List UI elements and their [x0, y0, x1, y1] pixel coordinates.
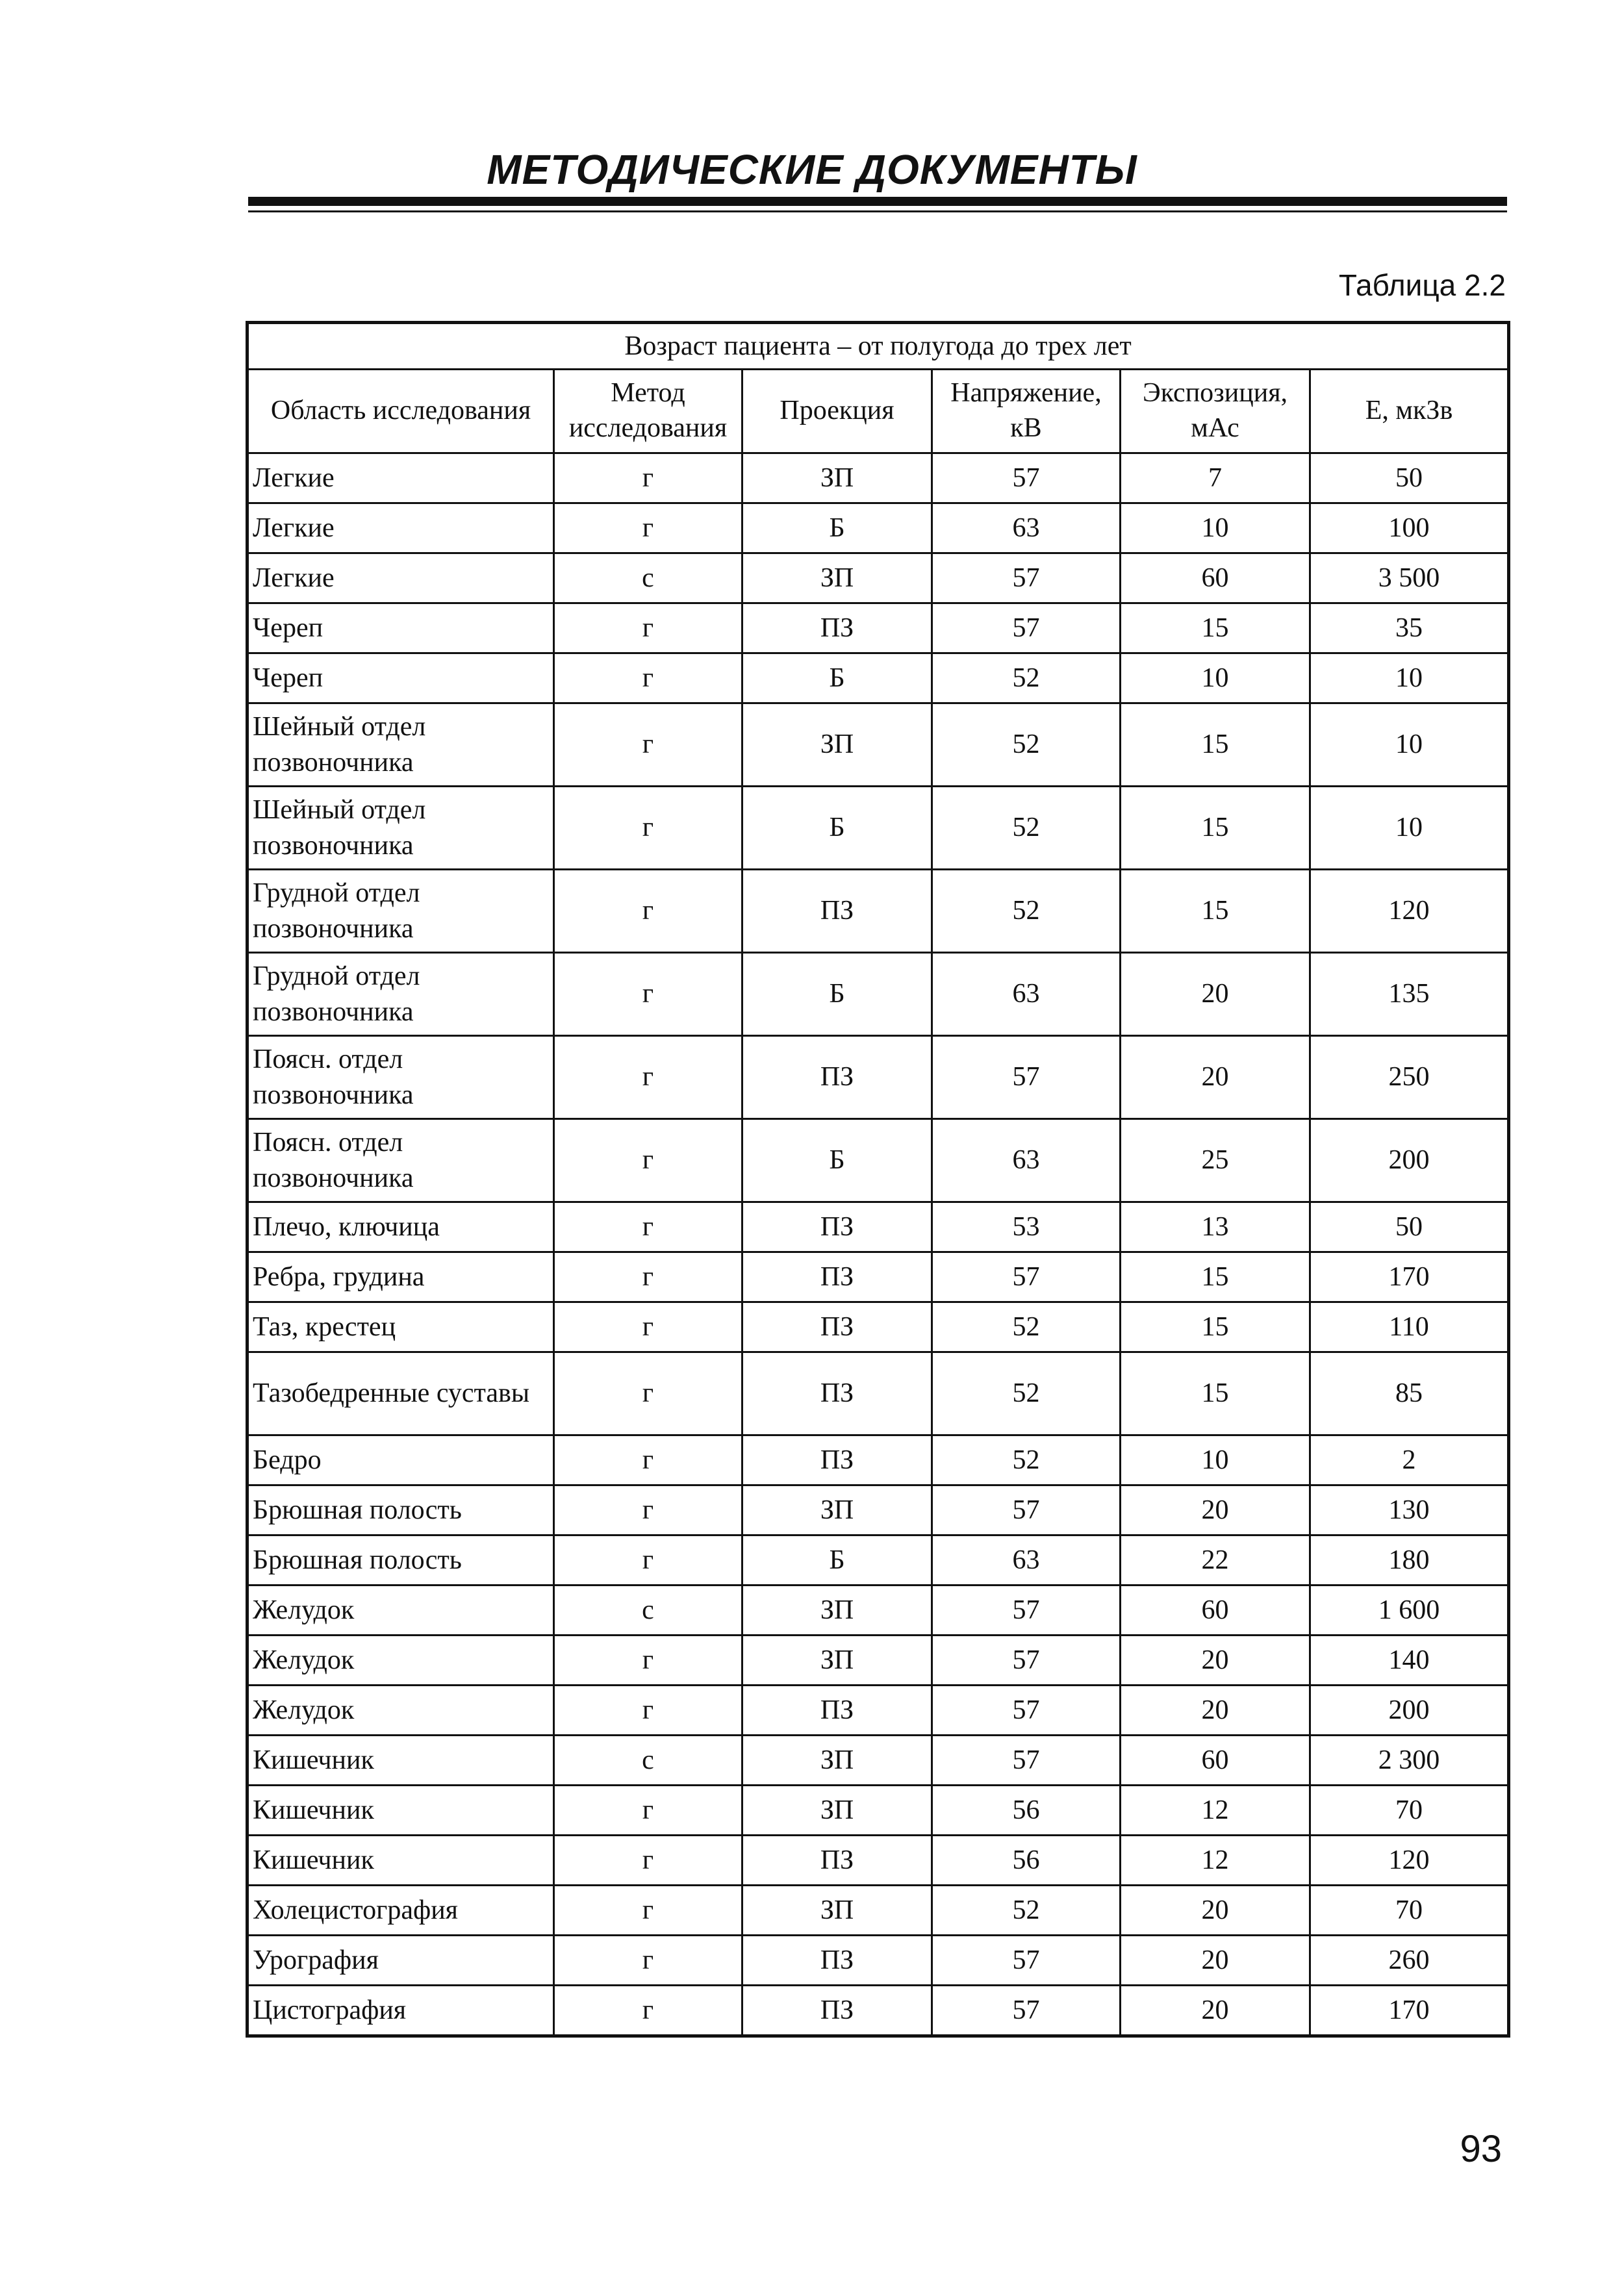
projection-cell: Б: [742, 653, 932, 703]
projection-cell: Б: [742, 1535, 932, 1586]
dose-cell: 85: [1310, 1352, 1509, 1435]
projection-cell: ПЗ: [742, 1936, 932, 1986]
method-cell: г: [554, 787, 742, 870]
exposure-cell: 60: [1121, 1586, 1310, 1636]
method-cell: г: [554, 1119, 742, 1202]
dose-cell: 200: [1310, 1119, 1509, 1202]
area-cell: Тазобедренные суставы: [247, 1352, 554, 1435]
method-cell: г: [554, 1435, 742, 1485]
method-cell: г: [554, 1986, 742, 2036]
method-cell: г: [554, 1535, 742, 1586]
exposure-cell: 22: [1121, 1535, 1310, 1586]
dose-table: [246, 321, 1510, 2038]
area-cell: Легкие: [247, 503, 554, 553]
method-cell: г: [554, 503, 742, 553]
method-cell: г: [554, 1352, 742, 1435]
method-cell: г: [554, 603, 742, 653]
voltage-cell: 57: [932, 1986, 1121, 2036]
table-row: [247, 1986, 1509, 2036]
voltage-cell: 53: [932, 1202, 1121, 1252]
page-number: 93: [1460, 2128, 1502, 2170]
exposure-cell: 60: [1121, 553, 1310, 603]
area-cell: Бедро: [247, 1435, 554, 1485]
dose-cell: 10: [1310, 703, 1509, 787]
projection-cell: ПЗ: [742, 1036, 932, 1119]
area-cell: Шейный отдел позвоночника: [247, 703, 554, 787]
area-cell: Холецистография: [247, 1886, 554, 1936]
column-header-dose: E, мкЗв: [1310, 370, 1509, 453]
voltage-cell: 57: [932, 453, 1121, 503]
projection-cell: ПЗ: [742, 1252, 932, 1302]
dose-cell: 10: [1310, 653, 1509, 703]
table-row: [247, 1936, 1509, 1986]
exposure-cell: 20: [1121, 1886, 1310, 1936]
method-cell: г: [554, 1936, 742, 1986]
table-caption: Таблица 2.2: [1338, 268, 1506, 302]
area-cell: Легкие: [247, 453, 554, 503]
dose-cell: 170: [1310, 1252, 1509, 1302]
table-row: [247, 1686, 1509, 1736]
exposure-cell: 20: [1121, 1036, 1310, 1119]
table-caption-row: [247, 323, 1509, 370]
table-row: [247, 1302, 1509, 1352]
dose-cell: 120: [1310, 1836, 1509, 1886]
column-header-exposure: Экспозиция, мАс: [1121, 370, 1310, 453]
dose-cell: 10: [1310, 787, 1509, 870]
table-row: [247, 1535, 1509, 1586]
voltage-cell: 63: [932, 953, 1121, 1036]
voltage-cell: 56: [932, 1836, 1121, 1886]
header-rule-thin: [248, 210, 1507, 212]
table-row: [247, 1636, 1509, 1686]
projection-cell: ЗП: [742, 1636, 932, 1686]
table-row: [247, 870, 1509, 953]
method-cell: с: [554, 1736, 742, 1786]
dose-cell: 110: [1310, 1302, 1509, 1352]
projection-cell: ЗП: [742, 553, 932, 603]
area-cell: Череп: [247, 603, 554, 653]
area-cell: Цистография: [247, 1986, 554, 2036]
voltage-cell: 57: [932, 1485, 1121, 1535]
dose-cell: 50: [1310, 1202, 1509, 1252]
table-row: [247, 787, 1509, 870]
exposure-cell: 15: [1121, 870, 1310, 953]
table-row: [247, 1252, 1509, 1302]
column-header-voltage: Напряжение, кВ: [932, 370, 1121, 453]
voltage-cell: 52: [932, 870, 1121, 953]
exposure-cell: 7: [1121, 453, 1310, 503]
exposure-cell: 15: [1121, 1302, 1310, 1352]
exposure-cell: 20: [1121, 1986, 1310, 2036]
area-cell: Таз, крестец: [247, 1302, 554, 1352]
dose-cell: 3 500: [1310, 553, 1509, 603]
area-cell: Легкие: [247, 553, 554, 603]
area-cell: Поясн. отдел позвоночника: [247, 1036, 554, 1119]
table-row: [247, 1586, 1509, 1636]
area-cell: Желудок: [247, 1686, 554, 1736]
area-cell: Желудок: [247, 1586, 554, 1636]
method-cell: г: [554, 1636, 742, 1686]
dose-cell: 180: [1310, 1535, 1509, 1586]
dose-cell: 2: [1310, 1435, 1509, 1485]
exposure-cell: 10: [1121, 503, 1310, 553]
exposure-cell: 20: [1121, 1686, 1310, 1736]
area-cell: Кишечник: [247, 1736, 554, 1786]
projection-cell: ЗП: [742, 1886, 932, 1936]
dose-cell: 135: [1310, 953, 1509, 1036]
dose-cell: 260: [1310, 1936, 1509, 1986]
table-row: [247, 1736, 1509, 1786]
area-cell: Урография: [247, 1936, 554, 1986]
exposure-cell: 15: [1121, 1252, 1310, 1302]
dose-cell: 1 600: [1310, 1586, 1509, 1636]
method-cell: г: [554, 1036, 742, 1119]
table-row: [247, 1352, 1509, 1435]
voltage-cell: 57: [932, 1252, 1121, 1302]
exposure-cell: 60: [1121, 1736, 1310, 1786]
dose-cell: 70: [1310, 1786, 1509, 1836]
voltage-cell: 56: [932, 1786, 1121, 1836]
area-cell: Шейный отдел позвоночника: [247, 787, 554, 870]
area-cell: Желудок: [247, 1636, 554, 1686]
table-row: [247, 503, 1509, 553]
dose-cell: 2 300: [1310, 1736, 1509, 1786]
voltage-cell: 57: [932, 1586, 1121, 1636]
voltage-cell: 57: [932, 553, 1121, 603]
table-row: [247, 703, 1509, 787]
area-cell: Грудной отдел позвоночника: [247, 870, 554, 953]
voltage-cell: 57: [932, 1636, 1121, 1686]
table-row: [247, 653, 1509, 703]
column-header-method: Метод исследования: [554, 370, 742, 453]
table-row: [247, 453, 1509, 503]
projection-cell: ПЗ: [742, 1836, 932, 1886]
dose-cell: 130: [1310, 1485, 1509, 1535]
projection-cell: ЗП: [742, 1736, 932, 1786]
exposure-cell: 20: [1121, 1936, 1310, 1986]
area-cell: Брюшная полость: [247, 1535, 554, 1586]
area-cell: Кишечник: [247, 1836, 554, 1886]
table-header-row: [247, 370, 1509, 453]
header-rule-thick: [248, 197, 1507, 206]
voltage-cell: 63: [932, 503, 1121, 553]
method-cell: г: [554, 1485, 742, 1535]
voltage-cell: 52: [932, 1886, 1121, 1936]
projection-cell: ПЗ: [742, 1686, 932, 1736]
area-cell: Череп: [247, 653, 554, 703]
voltage-cell: 57: [932, 1736, 1121, 1786]
exposure-cell: 20: [1121, 1636, 1310, 1686]
method-cell: г: [554, 870, 742, 953]
area-cell: Плечо, ключица: [247, 1202, 554, 1252]
dose-cell: 170: [1310, 1986, 1509, 2036]
method-cell: г: [554, 1302, 742, 1352]
area-cell: Брюшная полость: [247, 1485, 554, 1535]
voltage-cell: 63: [932, 1119, 1121, 1202]
exposure-cell: 12: [1121, 1786, 1310, 1836]
projection-cell: ПЗ: [742, 870, 932, 953]
voltage-cell: 52: [932, 1302, 1121, 1352]
voltage-cell: 52: [932, 653, 1121, 703]
table-row: [247, 1786, 1509, 1836]
projection-cell: Б: [742, 787, 932, 870]
voltage-cell: 57: [932, 1936, 1121, 1986]
area-cell: Грудной отдел позвоночника: [247, 953, 554, 1036]
voltage-cell: 52: [932, 787, 1121, 870]
projection-cell: ПЗ: [742, 1435, 932, 1485]
method-cell: г: [554, 653, 742, 703]
table-row: [247, 1485, 1509, 1535]
exposure-cell: 15: [1121, 1352, 1310, 1435]
projection-cell: ЗП: [742, 453, 932, 503]
voltage-cell: 52: [932, 1435, 1121, 1485]
dose-table-body: [247, 323, 1509, 2036]
projection-cell: ЗП: [742, 703, 932, 787]
method-cell: с: [554, 553, 742, 603]
exposure-cell: 13: [1121, 1202, 1310, 1252]
projection-cell: ПЗ: [742, 1202, 932, 1252]
voltage-cell: 57: [932, 1686, 1121, 1736]
method-cell: г: [554, 953, 742, 1036]
voltage-cell: 52: [932, 703, 1121, 787]
projection-cell: Б: [742, 953, 932, 1036]
column-header-projection: Проекция: [742, 370, 932, 453]
table-row: [247, 953, 1509, 1036]
table-row: [247, 553, 1509, 603]
table-row: [247, 1836, 1509, 1886]
projection-cell: ПЗ: [742, 1352, 932, 1435]
method-cell: г: [554, 1686, 742, 1736]
exposure-cell: 15: [1121, 787, 1310, 870]
exposure-cell: 10: [1121, 1435, 1310, 1485]
voltage-cell: 63: [932, 1535, 1121, 1586]
method-cell: г: [554, 1836, 742, 1886]
method-cell: г: [554, 453, 742, 503]
method-cell: г: [554, 703, 742, 787]
dose-cell: 140: [1310, 1636, 1509, 1686]
projection-cell: ЗП: [742, 1485, 932, 1535]
dose-cell: 50: [1310, 453, 1509, 503]
table-row: [247, 1886, 1509, 1936]
method-cell: г: [554, 1786, 742, 1836]
method-cell: г: [554, 1252, 742, 1302]
projection-cell: ПЗ: [742, 1302, 932, 1352]
projection-cell: ПЗ: [742, 1986, 932, 2036]
exposure-cell: 10: [1121, 653, 1310, 703]
method-cell: г: [554, 1886, 742, 1936]
projection-cell: Б: [742, 503, 932, 553]
voltage-cell: 57: [932, 1036, 1121, 1119]
method-cell: с: [554, 1586, 742, 1636]
projection-cell: Б: [742, 1119, 932, 1202]
column-header-area: Область исследования: [247, 370, 554, 453]
dose-cell: 100: [1310, 503, 1509, 553]
table-row: [247, 1202, 1509, 1252]
area-cell: Кишечник: [247, 1786, 554, 1836]
voltage-cell: 52: [932, 1352, 1121, 1435]
table-row: [247, 1435, 1509, 1485]
method-cell: г: [554, 1202, 742, 1252]
dose-cell: 70: [1310, 1886, 1509, 1936]
exposure-cell: 12: [1121, 1836, 1310, 1886]
table-row: [247, 603, 1509, 653]
dose-cell: 200: [1310, 1686, 1509, 1736]
dose-cell: 120: [1310, 870, 1509, 953]
area-cell: Поясн. отдел позвоночника: [247, 1119, 554, 1202]
projection-cell: ЗП: [742, 1586, 932, 1636]
voltage-cell: 57: [932, 603, 1121, 653]
exposure-cell: 20: [1121, 953, 1310, 1036]
area-cell: Ребра, грудина: [247, 1252, 554, 1302]
age-group-caption: Возраст пациента – от полугода до трех лет: [247, 323, 1509, 370]
exposure-cell: 25: [1121, 1119, 1310, 1202]
dose-cell: 250: [1310, 1036, 1509, 1119]
exposure-cell: 15: [1121, 603, 1310, 653]
table-row: [247, 1036, 1509, 1119]
dose-cell: 35: [1310, 603, 1509, 653]
exposure-cell: 15: [1121, 703, 1310, 787]
running-header: МЕТОДИЧЕСКИЕ ДОКУМЕНТЫ: [487, 146, 1137, 193]
table-row: [247, 1119, 1509, 1202]
projection-cell: ПЗ: [742, 603, 932, 653]
projection-cell: ЗП: [742, 1786, 932, 1836]
exposure-cell: 20: [1121, 1485, 1310, 1535]
